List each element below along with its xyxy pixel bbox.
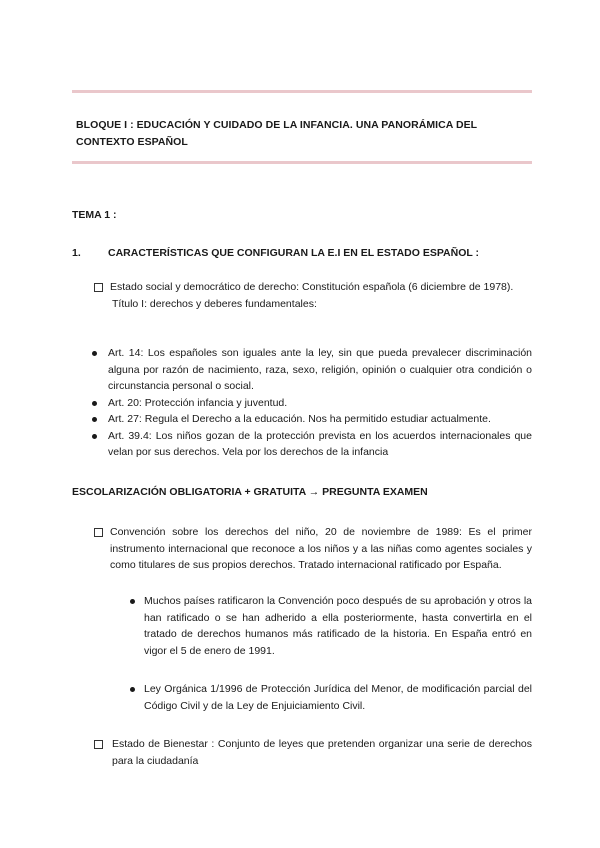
bottom-divider — [72, 161, 532, 164]
escolarizacion-heading: ESCOLARIZACIÓN OBLIGATORIA + GRATUITA → PREGUNTA EXAMEN — [72, 486, 428, 498]
top-divider — [72, 90, 532, 93]
bullet-icon — [92, 417, 97, 422]
item-estado-bienestar: Estado de Bienestar : Conjunto de leyes que pretenden organizar una serie de derechos para la ciudadanía — [112, 738, 532, 767]
list-item: Art. 39.4: Los niños gozan de la protección prevista en los acuerdos internacionales que velan por sus derechos. Vela por los derechos de la infancia — [90, 428, 532, 461]
bullet-icon — [92, 351, 97, 356]
item-estado-social — [110, 279, 532, 312]
list-item: Art. 14: Los españoles son iguales ante la ley, sin que pueda prevalecer discriminación alguna por razón de nacimiento, raza, sexo, religión, opinión o cualquier otra condición o circunstancia personal o social. — [90, 345, 532, 395]
section-title: CARACTERÍSTICAS QUE CONFIGURAN LA E.I EN EL ESTADO ESPAÑOL : — [108, 247, 480, 259]
list-item: Art. 20: Protección infancia y juventud. — [90, 395, 532, 412]
list-item: Ley Orgánica 1/1996 de Protección Jurídica del Menor, de modificación parcial del Código Civil y de la Ley de Enjuiciamiento Civil. — [128, 681, 532, 714]
bullet-icon — [130, 599, 135, 604]
bullet-icon — [130, 687, 135, 692]
checkbox-icon — [94, 740, 103, 749]
tema-heading: TEMA 1 : — [72, 209, 117, 221]
block-title: BLOQUE I : EDUCACIÓN Y CUIDADO DE LA INFANCIA. UNA PANORÁMICA DEL CONTEXTO ESPAÑOL — [76, 119, 477, 148]
item-estado-social-text: Estado social y democrático de derecho: Constitución española (6 diciembre de 1978). — [110, 281, 514, 293]
convencion-sublist — [128, 593, 532, 659]
articles-list — [90, 345, 532, 461]
checkbox-icon — [94, 283, 103, 292]
bullet-icon — [92, 434, 97, 439]
ley-organica-sublist — [128, 681, 532, 714]
section-heading — [72, 247, 532, 259]
list-item: Muchos países ratificaron la Convención poco después de su aprobación y otros la han ratificado o se han adherido a ella posteriormente, hasta convertirla en el tratado de derechos humanos más ratificado de la historia. En España entró en vigor el 5 de enero de 1991. — [128, 593, 532, 659]
section-number: 1. — [72, 247, 81, 259]
checkbox-icon — [94, 528, 103, 537]
list-item: Art. 27: Regula el Derecho a la educación. Nos ha permitido estudiar actualmente. — [90, 411, 532, 428]
bullet-icon — [92, 401, 97, 406]
item-convencion: Convención sobre los derechos del niño, 20 de noviembre de 1989: Es el primer instrumento internacional que reconoce a los niños y a las niñas como agentes sociales y como titulares de sus propios derechos. Tratado internacional ratificado por España. — [110, 526, 532, 571]
titulo-i-text: Título I: derechos y deberes fundamentales: — [112, 297, 317, 310]
